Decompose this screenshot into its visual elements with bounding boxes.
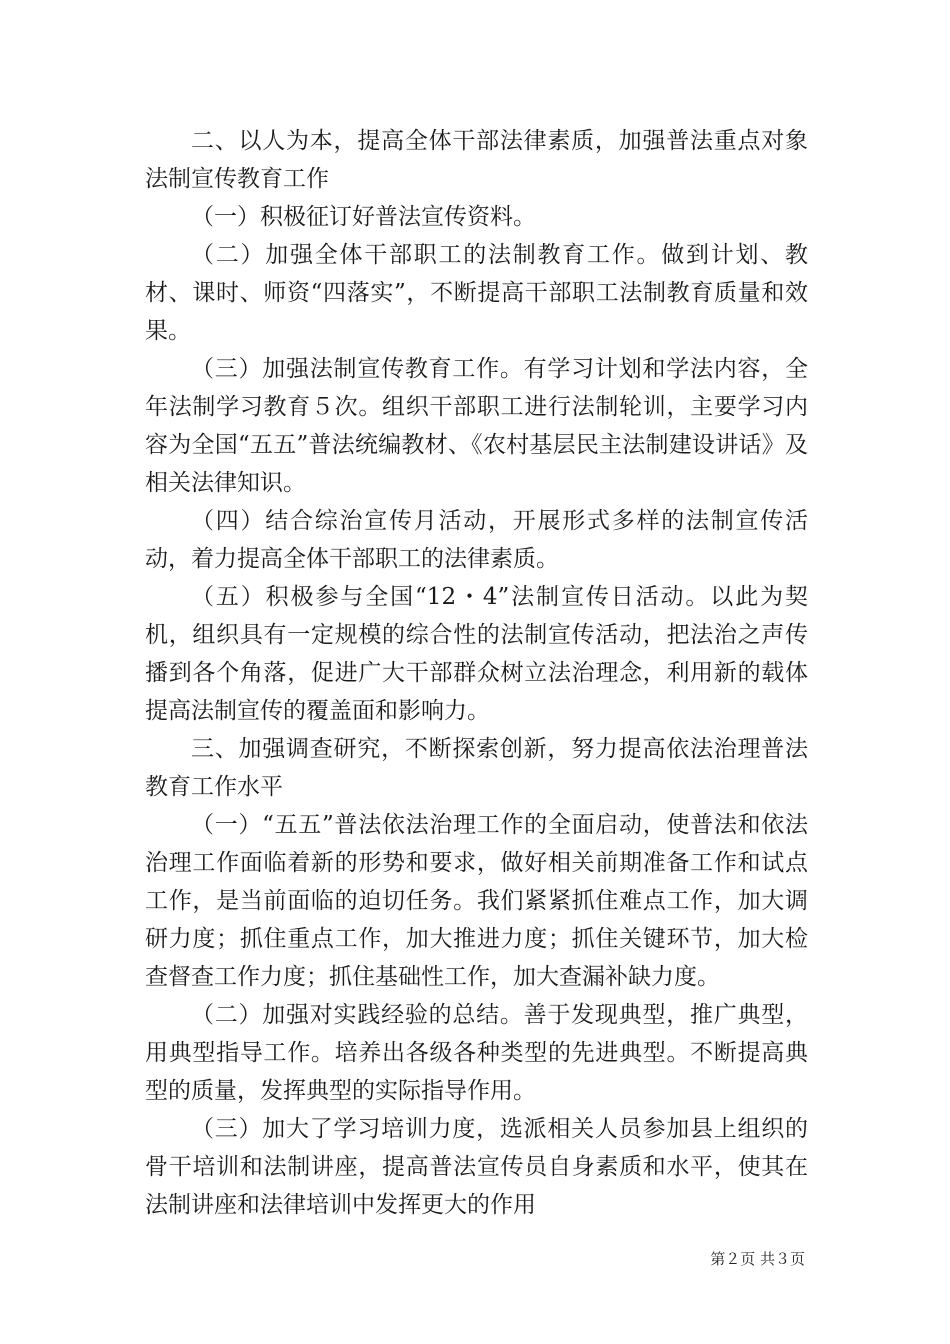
paragraph: （一）“五五”普法依法治理工作的全面启动，使普法和依法治理工作面临着新的形势和要求，做好相关前期准备工作和试点工作，是当前面临的迫切任务。我们紧紧抓住难点工作，加大调研力度；抓住重点工作，加大推进力度；抓住关键环节，加大检查督查工作力度；抓住基础性工作，加大查漏补缺力度。 xyxy=(145,812,808,990)
section-heading-3: 三、加强调查研究，不断探索创新，努力提高依法治理普法教育工作水平 xyxy=(145,736,808,800)
paragraph: （三）加强法制宣传教育工作。有学习计划和学法内容，全年法制学习教育５次。组织干部职工进行法制轮训，主要学习内容为全国“五五”普法统编教材、《农村基层民主法制建设讲话》及相关法律知识。 xyxy=(145,356,808,496)
paragraph: （二）加强全体干部职工的法制教育工作。做到计划、教材、课时、师资“四落实”，不断提高干部职工法制教育质量和效果。 xyxy=(145,242,808,344)
paragraph: （三）加大了学习培训力度，选派相关人员参加县上组织的骨干培训和法制讲座，提高普法宣传员自身素质和水平，使其在法制讲座和法律培训中发挥更大的作用 xyxy=(145,1116,808,1218)
page-number: 第２页 共３页 xyxy=(710,1250,805,1268)
document-body xyxy=(145,122,808,1224)
paragraph: （一）积极征订好普法宣传资料。 xyxy=(191,204,536,230)
paragraph: （五）积极参与全国“12・4”法制宣传日活动。以此为契机，组织具有一定规模的综合性的法制宣传活动，把法治之声传播到各个角落，促进广大干部群众树立法治理念，利用新的载体提高法制宣传的覆盖面和影响力。 xyxy=(145,584,808,724)
paragraph: （四）结合综治宣传月活动，开展形式多样的法制宣传活动，着力提高全体干部职工的法律素质。 xyxy=(145,508,808,572)
section-heading-2: 二、以人为本，提高全体干部法律素质，加强普法重点对象法制宣传教育工作 xyxy=(145,128,808,192)
paragraph: （二）加强对实践经验的总结。善于发现典型，推广典型，用典型指导工作。培养出各级各种类型的先进典型。不断提高典型的质量，发挥典型的实际指导作用。 xyxy=(145,1002,808,1104)
